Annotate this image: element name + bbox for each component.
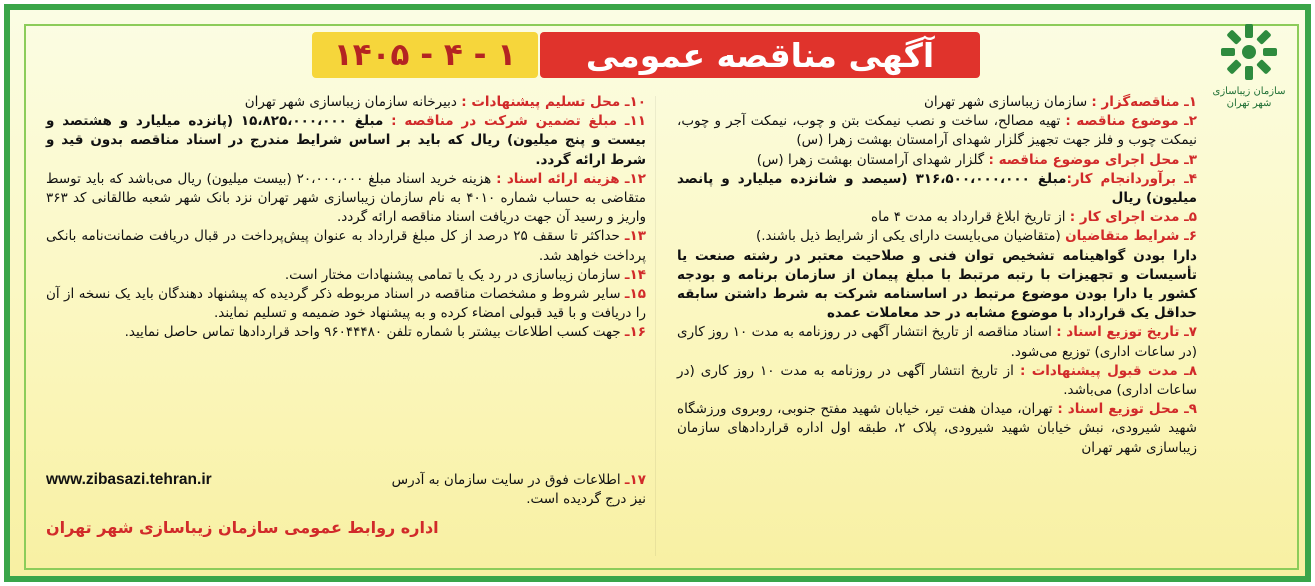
logo-caption: سازمان زیباسازی شهر تهران bbox=[1212, 86, 1286, 109]
clause-12: ۱۲ـ هزینه ارائه اسناد : هزینه خرید اسناد مبلغ ۲۰،۰۰۰،۰۰۰ (بیست میلیون) ریال می‌باشد که باید توسط متقاضی به حساب شماره ۴۰۱۰ به نام سازمان زیباسازی شهر تهران نزد بانک شهر شعبه طالقانی کد ۳۶۳ واریز و رسید آن جهت دریافت اسناد مناقصه ارائه گردد. bbox=[46, 170, 647, 226]
clause-8: ۸ـ مدت قبول پیشنهادات : از تاریخ انتشار آگهی در روزنامه به مدت ۱۰ روز کاری (در ساعات اداری) می‌باشد. bbox=[677, 362, 1197, 399]
clause-10: ۱۰ـ محل تسلیم پیشنهادات : دبیرخانه سازمان زیباسازی شهر تهران bbox=[244, 94, 646, 110]
clause-11: ۱۱ـ مبلغ تضمین شرکت در مناقصه : مبلغ ۱۵،۸۲۵،۰۰۰،۰۰۰ (پانزده میلیارد و هشتصد و بیست و پنج میلیون) ریال که باید بر اساس شرایط مندرج در اسناد مناقصه بدون قید و شرط ارائه گردد. bbox=[46, 113, 646, 168]
clause-5: ۵ـ مدت اجرای کار : از تاریخ ابلاغ قرارداد به مدت ۴ ماه bbox=[871, 209, 1197, 226]
clause-2: ۲ـ موضوع مناقصه : تهیه مصالح، ساخت و نصب نیمکت بتن و چوب، نیمکت آجر و چوب، نیمکت چوب و فلز جهت تجهیز گلزار شهدای آرامستان بهشت زهرا (س) bbox=[677, 113, 1197, 149]
public-relations-signature: اداره روابط عمومی سازمان زیباسازی شهر تهران bbox=[46, 518, 439, 537]
clause-6-conditions: دارا بودن گواهینامه تشخیص توان فنی و صلاحیت معتبر در رشته صنعت یا تأسیسات و تجهیزات با رتبه مرتبط با مبلغ پیمان از سازمان برنامه و بودجه کشور یا دارا بودن موضوع مرتبط در اساسنامه شرکت به شرط داشتن سابقه حداقل یک قرارداد با موضوع مشابه در حد معاملات عمده bbox=[677, 247, 1197, 322]
column-divider bbox=[655, 96, 656, 556]
clause-7: ۷ـ تاریخ توزیع اسناد : اسناد مناقصه از تاریخ انتشار آگهی در روزنامه به مدت ۱۰ روز کاری (در ساعات اداری) توزیع می‌شود. bbox=[677, 324, 1197, 360]
clause-17: ۱۷ـ اطلاعات فوق در سایت سازمان به آدرس نیز درج گردیده است. bbox=[391, 472, 646, 508]
organization-logo bbox=[1207, 20, 1291, 112]
tehran-municipality-logo-icon bbox=[1217, 20, 1281, 84]
clause-6: ۶ـ شرایط متقاضیان (متقاضیان می‌بایست دارای یکی از شرایط ذیل باشند.) bbox=[755, 228, 1197, 245]
website-link[interactable]: www.zibasazi.tehran.ir bbox=[46, 471, 212, 488]
clause-3: ۳ـ محل اجرای موضوع مناقصه : گلزار شهدای آرامستان بهشت زهرا (س) bbox=[756, 151, 1197, 168]
clause-1: ۱ـ مناقصه‌گزار : سازمان زیباسازی شهر تهران bbox=[924, 94, 1197, 110]
clause-9: ۹ـ محل توزیع اسناد : تهران، میدان هفت تیر، خیابان شهید مفتح جنوبی، روبروی ورزشگاه شهید شیرودی، نبش خیابان شهید شیرودی، پلاک ۲، طبقه اول اداره قراردادهای سازمان زیباسازی شهر تهران bbox=[677, 401, 1197, 456]
tender-number: ۱ - ۴ - ۱۴۰۵ bbox=[312, 32, 538, 78]
clause-13: ۱۳ـ حداکثر تا سقف ۲۵ درصد از کل مبلغ قرارداد به عنوان پیش‌پرداخت در قبال دریافت ضمانت‌نامه بانکی پرداخت خواهد شد. bbox=[46, 228, 646, 264]
left-column bbox=[46, 93, 646, 343]
notice-title: آگهی مناقصه عمومی bbox=[540, 32, 980, 78]
clause-14: ۱۴ـ سازمان زیباسازی در رد یک یا تمامی پیشنهادات مختار است. bbox=[284, 266, 646, 283]
clause-16: ۱۶ـ جهت کسب اطلاعات بیشتر با شماره تلفن ۹۶۰۴۴۴۸۰ واحد قراردادها تماس حاصل نمایید. bbox=[124, 324, 646, 341]
clause-4: ۴ـ برآوردانجام کار:مبلغ ۳۱۶،۵۰۰،۰۰۰،۰۰۰ (سیصد و شانزده میلیارد و پانصد میلیون) ریال bbox=[677, 170, 1197, 207]
right-column bbox=[677, 93, 1197, 458]
clause-15: ۱۵ـ سایر شروط و مشخصات مناقصه در اسناد مربوطه ذکر گردیده که پیشنهاد دهندگان باید یک نسخه از آن را دریافت و با قید قبولی امضاء کرده و به پیشنهاد خود ضمیمه و تسلیم نمایند. bbox=[46, 286, 646, 322]
